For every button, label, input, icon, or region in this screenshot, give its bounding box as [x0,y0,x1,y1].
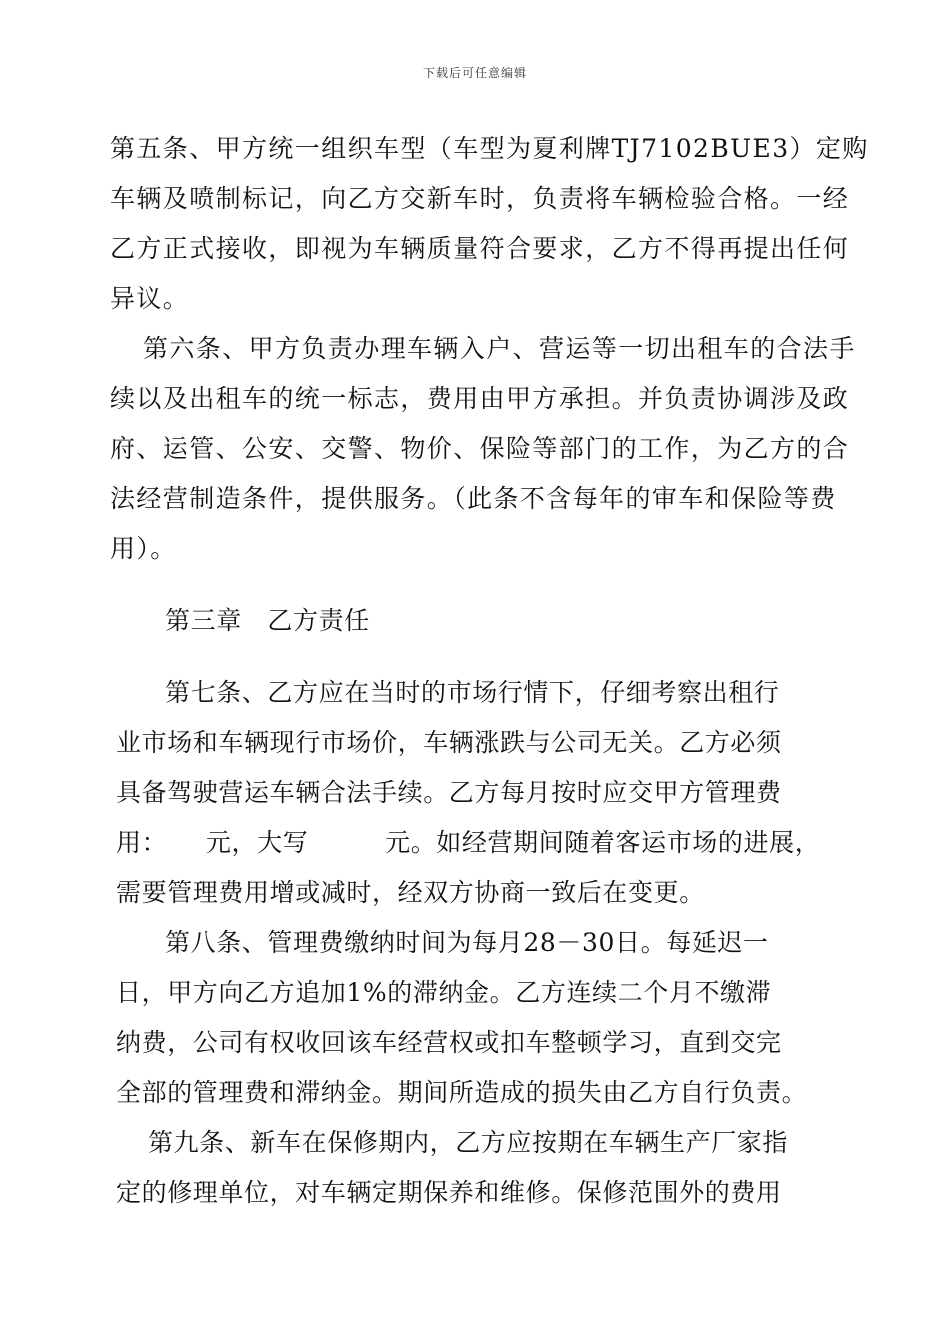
article8-line-1: 第八条、管理费缴纳时间为每月28－30日。每延迟一 [165,928,769,957]
article5-line-3: 乙方正式接收，即视为车辆质量符合要求，乙方不得再提出任何 [110,234,850,263]
article9-line-1: 第九条、新车在保修期内，乙方应按期在车辆生产厂家指 [148,1128,789,1157]
article7-line-4: 用： 元，大写 元。如经营期间随着客运市场的进展， [116,828,821,857]
article7-line-2: 业市场和车辆现行市场价，车辆涨跌与公司无关。乙方必须 [116,728,782,757]
article5-line-2: 车辆及喷制标记，向乙方交新车时，负责将车辆检验合格。一经 [110,184,850,213]
article7-line-5: 需要管理费用增或减时，经双方协商一致后在变更。 [116,878,705,907]
article8-line-2: 日，甲方向乙方追加1%的滞纳金。乙方连续二个月不缴滞 [116,978,772,1007]
article7-line-1: 第七条、乙方应在当时的市场行情下，仔细考察出租行 [165,678,780,707]
article8-line-4: 全部的管理费和滞纳金。期间所造成的损失由乙方自行负责。 [116,1078,808,1107]
article6-line-3: 府、运管、公安、交警、物价、保险等部门的工作，为乙方的合 [110,434,850,463]
chapter3-title: 第三章 乙方责任 [165,606,370,635]
page-header: 下载后可任意编辑 [422,66,527,80]
article6-line-4: 法经营制造条件，提供服务。（此条不含每年的审车和保险等费 [110,484,837,513]
article6-line-2: 续以及出租车的统一标志，费用由甲方承担。并负责协调涉及政 [110,384,850,413]
article7-line-3: 具备驾驶营运车辆合法手续。乙方每月按时应交甲方管理费 [116,778,782,807]
article6-line-5: 用）。 [110,534,177,563]
article9-line-2: 定的修理单位，对车辆定期保养和维修。保修范围外的费用 [116,1178,782,1207]
article6-line-1: 第六条、甲方负责办理车辆入户、营运等一切出租车的合法手 [143,334,856,363]
article5-line-1: 第五条、甲方统一组织车型（车型为夏利牌TJ7102BUE3）定购 [110,134,869,163]
article5-line-4: 异议。 [110,284,190,313]
article8-line-3: 纳费，公司有权收回该车经营权或扣车整顿学习，直到交完 [116,1028,782,1057]
